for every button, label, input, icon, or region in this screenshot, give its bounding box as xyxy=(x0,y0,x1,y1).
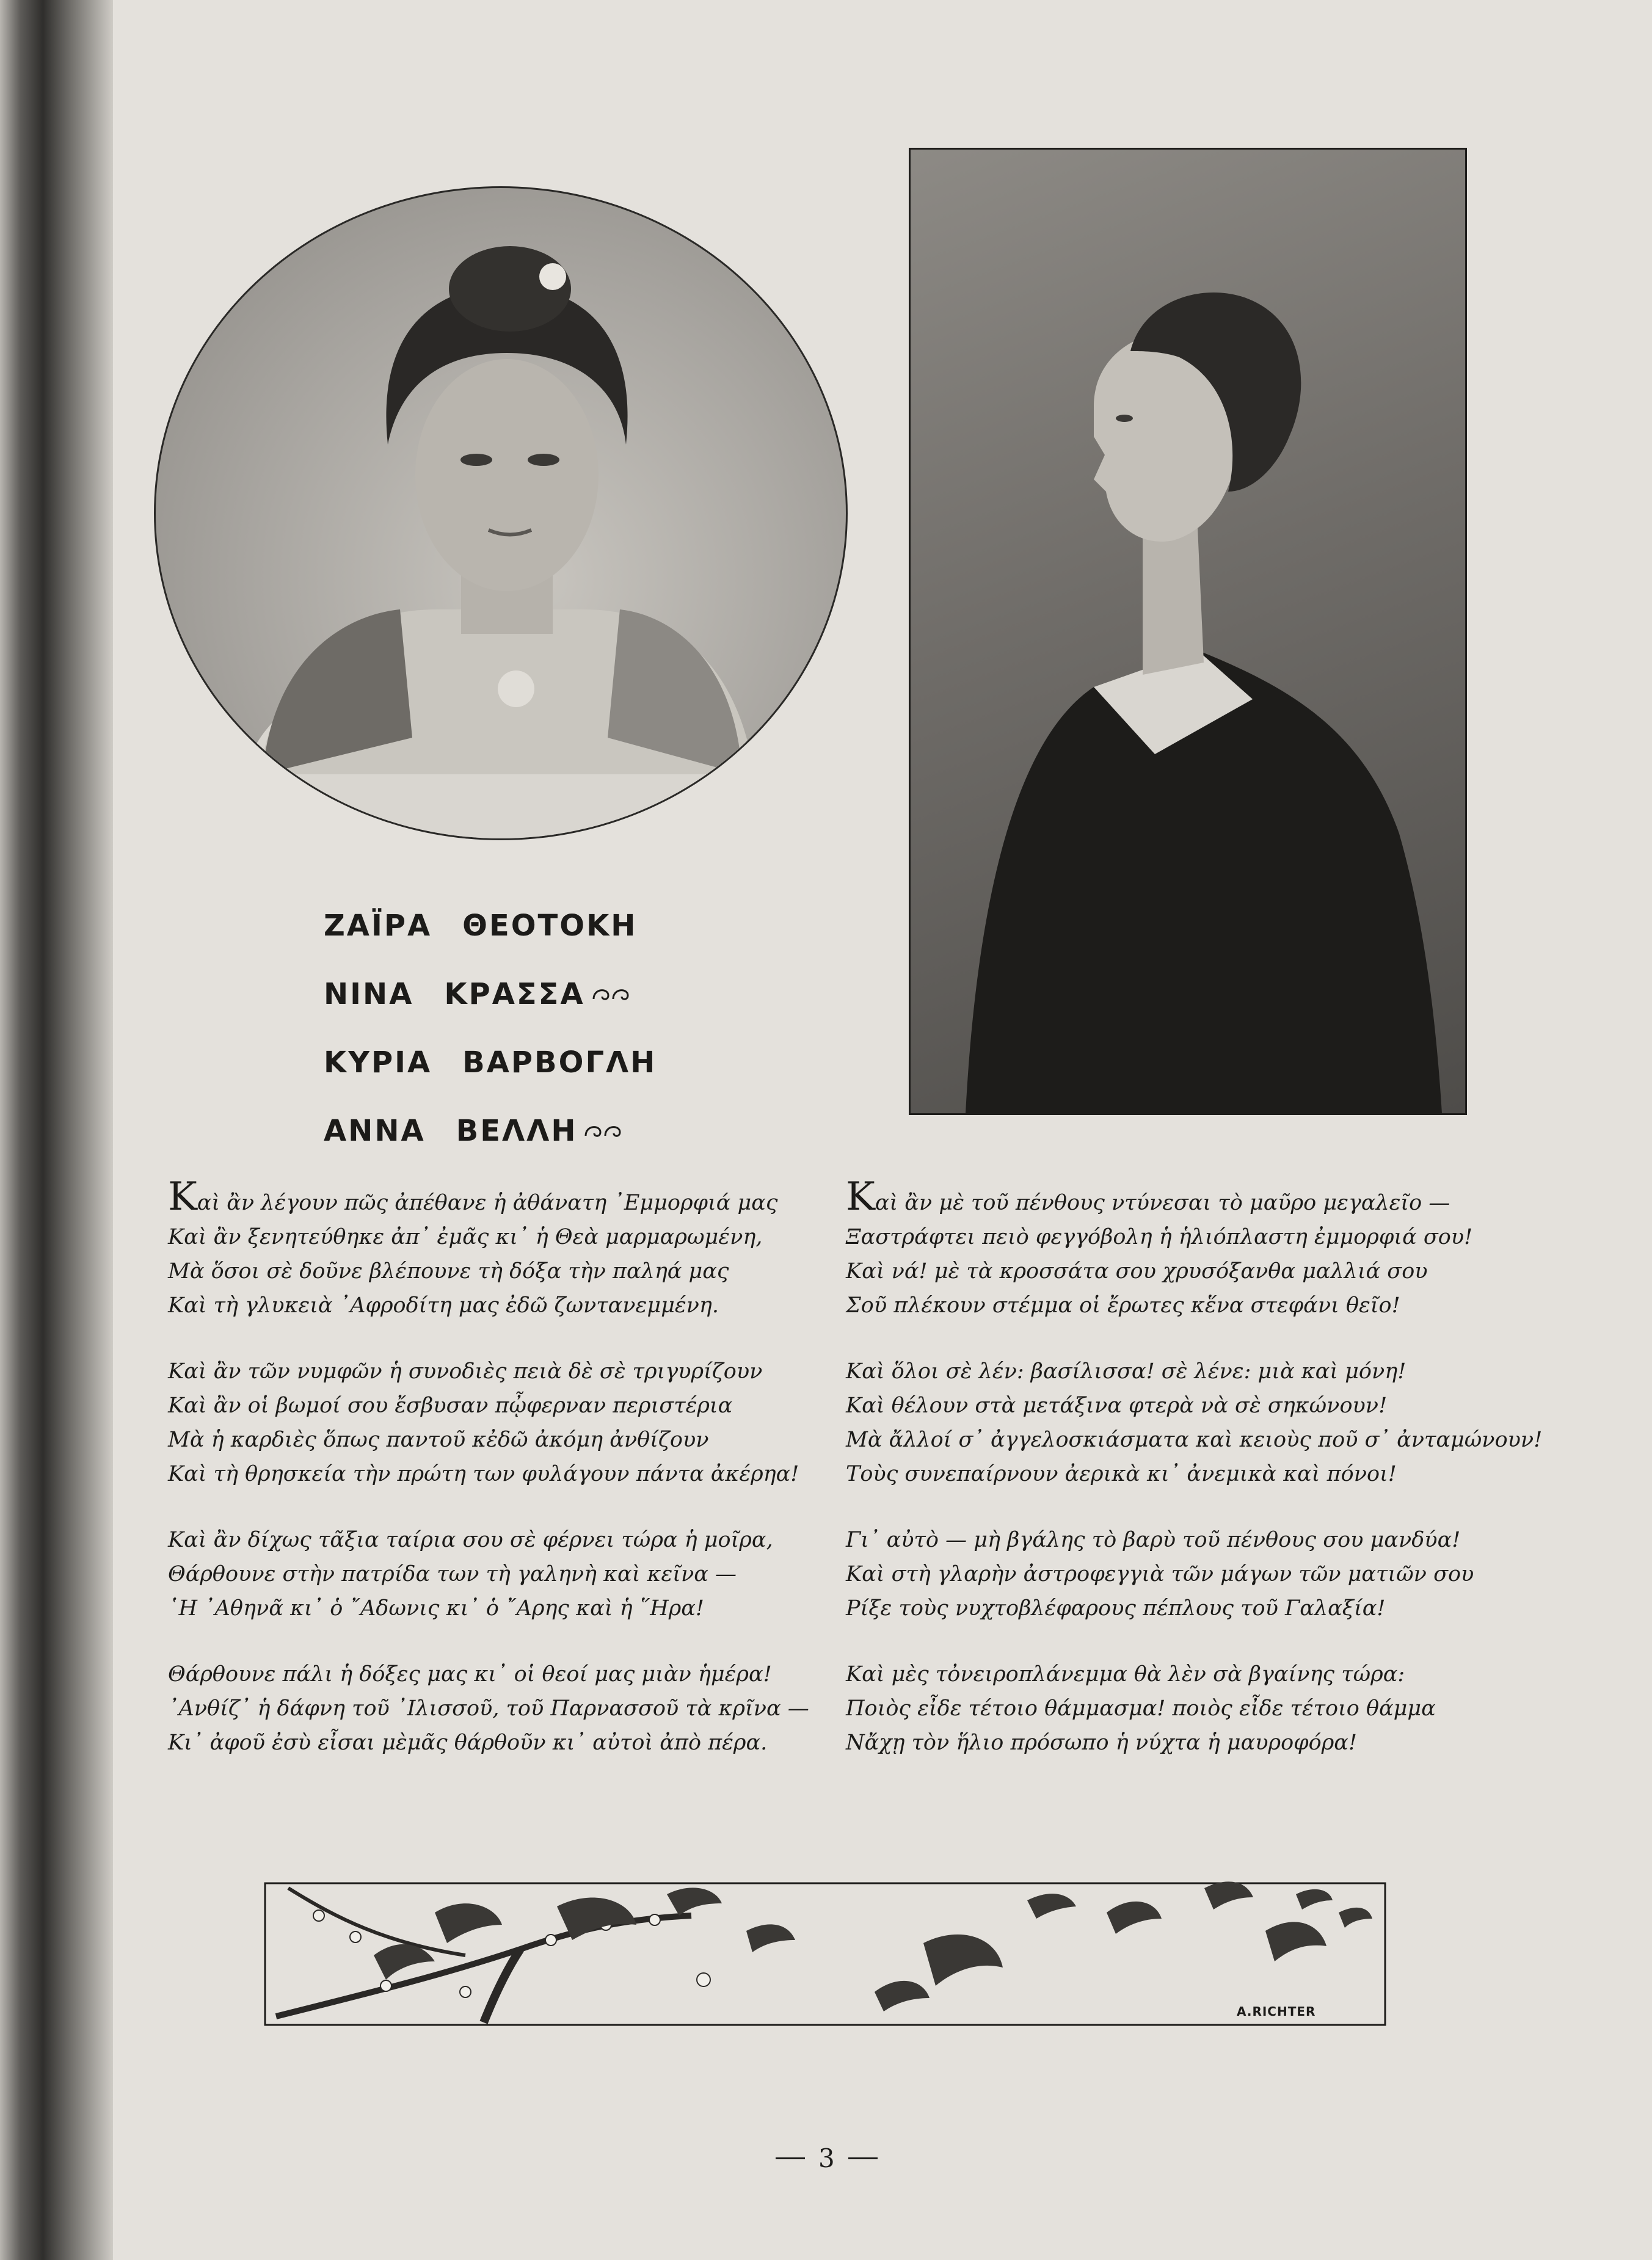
name-last: ΒΑΡΒΟΓΛΗ xyxy=(462,1045,657,1080)
swirl-ornament-icon xyxy=(583,1120,626,1142)
verse-line: Κι᾿ ἀφοῦ ἐσὺ εἶσαι μὲμᾶς θάρθοῦν κι᾿ αὐτοὶ ἀπὸ πέρα. xyxy=(168,1731,768,1755)
name-first: ΚΥΡΙΑ xyxy=(324,1045,432,1080)
verse-line: Καὶ ἂν τῶν νυμφῶν ἡ συνοδιὲς πειὰ δὲ σὲ τριγυρίζουν xyxy=(168,1359,763,1384)
page-number xyxy=(776,2143,878,2173)
verse-line: Καὶ τὴ θρησκεία τὴν πρώτη των φυλάγουν πάντα ἀκέρηα! xyxy=(168,1462,799,1486)
name-last: ΚΡΑΣΣΑ xyxy=(444,977,585,1011)
name-first: ΖΑΪΡΑ xyxy=(324,909,432,943)
verse-line: Καὶ ἂν ξενητεύθηκε ἀπ᾿ ἐμᾶς κι᾿ ἡ Θεὰ μαρμαρωμένη, xyxy=(168,1225,763,1249)
stanza xyxy=(168,1657,852,1760)
verse-line: Τοὺς συνεπαίρνουν ἀερικὰ κι᾿ ἀνεμικὰ καὶ πόνοι! xyxy=(846,1462,1397,1486)
poem-left-column xyxy=(168,1174,852,1792)
verse-line: Καὶ ἂν οἱ βωμοί σου ἔσβυσαν πᾦφερναν περιστέρια xyxy=(168,1393,733,1418)
verse-line: Θάρθουνε στὴν πατρίδα των τὴ γαληνὴ καὶ κεῖνα — xyxy=(168,1562,737,1586)
verse-line: Καὶ στὴ γλαρὴν ἀστροφεγγιὰ τῶν μάγων τῶν ματιῶν σου xyxy=(846,1562,1474,1586)
name-last: ΘΕΟΤΟΚΗ xyxy=(462,909,638,943)
verse-line: Νἄχῃ τὸν ἥλιο πρόσωπο ἡ νύχτα ἡ μαυροφόρα! xyxy=(846,1731,1357,1755)
stanza xyxy=(168,1523,852,1626)
birds-branch-illustration xyxy=(264,1870,1386,2030)
verse-line: Καὶ ἂν λέγουν πῶς ἀπέθανε ἡ ἀθάνατη ᾿Εμμορφιά μας xyxy=(168,1174,778,1219)
portrait-photo-profile xyxy=(909,148,1467,1115)
verse-line: Μὰ ἡ καρδιὲς ὅπως παντοῦ κἐδῶ ἀκόμη ἀνθίζουν xyxy=(168,1428,709,1452)
drop-cap: Κ xyxy=(846,1174,875,1219)
birds-blossom-vignette xyxy=(264,1870,1386,2030)
portrait-woman-updo-image xyxy=(156,188,846,838)
verse-line: Ρίξε τοὺς νυχτοβλέφαρους πέπλους τοῦ Γαλαξία! xyxy=(846,1596,1386,1621)
book-spine-shadow xyxy=(0,0,113,2260)
verse-line: Καὶ μὲς τὀνειροπλάνεμμα θὰ λὲν σὰ βγαίνης τώρα: xyxy=(846,1662,1405,1687)
name-line xyxy=(324,1097,657,1165)
stanza xyxy=(168,1354,852,1491)
verse-line: ῾Η ᾿Αθηνᾶ κι᾿ ὁ ῎Αδωνις κι᾿ ὁ ῎Αρης καὶ ἡ ῞Ηρα! xyxy=(168,1596,704,1621)
name-line xyxy=(324,960,657,1028)
stanza xyxy=(846,1657,1530,1760)
verse-line: ᾿Ανθίζ᾿ ἡ δάφνη τοῦ ᾿Ιλισσοῦ, τοῦ Παρνασσοῦ τὰ κρῖνα — xyxy=(168,1696,809,1721)
verse-line: Καὶ ἂν μὲ τοῦ πένθους ντύνεσαι τὸ μαῦρο μεγαλεῖο — xyxy=(846,1174,1450,1219)
verse-line: Μὰ ἄλλοί σ᾿ ἀγγελοσκιάσματα καὶ κειοὺς ποῦ σ᾿ ἀνταμώνουν! xyxy=(846,1428,1543,1452)
verse-line: Γι᾿ αὐτὸ — μὴ βγάλης τὸ βαρὺ τοῦ πένθους σου μανδύα! xyxy=(846,1528,1461,1552)
names-list xyxy=(324,892,657,1165)
verse-line: Καὶ νά! μὲ τὰ κροσσάτα σου χρυσόξανθα μαλλιά σου xyxy=(846,1259,1428,1284)
stanza xyxy=(846,1174,1530,1323)
verse-line: Καὶ θέλουν στὰ μετάξινα φτερὰ νὰ σὲ σηκώνουν! xyxy=(846,1393,1388,1418)
verse-line: Καὶ τὴ γλυκειὰ ᾿Αφροδίτη μας ἐδῶ ζωντανεμμένη. xyxy=(168,1293,719,1318)
stanza xyxy=(168,1174,852,1323)
portrait-photo-round xyxy=(154,186,848,840)
name-line xyxy=(324,892,657,960)
verse-line: Σοῦ πλέκουν στέμμα οἱ ἔρωτες κἕνα στεφάνι θεῖο! xyxy=(846,1293,1400,1318)
verse-line: Μὰ ὅσοι σὲ δοῦνε βλέπουνε τὴ δόξα τὴν παληά μας xyxy=(168,1259,729,1284)
drop-cap: Κ xyxy=(168,1174,197,1219)
name-first: ΑΝΝΑ xyxy=(324,1114,426,1148)
swirl-ornament-icon xyxy=(591,983,634,1005)
stanza xyxy=(846,1523,1530,1626)
portrait-woman-profile-image xyxy=(911,150,1465,1113)
name-line xyxy=(324,1028,657,1097)
verse-line: Θάρθουνε πάλι ἡ δόξες μας κι᾿ οἱ θεοί μας μιὰν ἡμέρα! xyxy=(168,1662,772,1687)
name-last: ΒΕΛΛΗ xyxy=(456,1114,578,1148)
artist-signature: A.RICHTER xyxy=(1237,2004,1316,2019)
page-number-dash xyxy=(848,2157,878,2159)
name-first: ΝΙΝΑ xyxy=(324,977,414,1011)
page-number-value: 3 xyxy=(818,2143,835,2173)
verse-line: Καὶ ἂν δίχως τᾶξια ταίρια σου σὲ φέρνει τώρα ἡ μοῖρα, xyxy=(168,1528,773,1552)
verse-line: Ποιὸς εἶδε τέτοιο θάμμασμα! ποιὸς εἶδε τέτοιο θάμμα xyxy=(846,1696,1436,1721)
stanza xyxy=(846,1354,1543,1491)
verse-line: Ξαστράφτει πειὸ φεγγόβολη ἡ ἡλιόπλαστη ἐμμορφιά σου! xyxy=(846,1225,1473,1249)
verse-line: Καὶ ὅλοι σὲ λέν: βασίλισσα! σὲ λένε: μιὰ καὶ μόνη! xyxy=(846,1359,1406,1384)
poem-right-column xyxy=(846,1174,1543,1792)
page-number-dash xyxy=(776,2157,805,2159)
